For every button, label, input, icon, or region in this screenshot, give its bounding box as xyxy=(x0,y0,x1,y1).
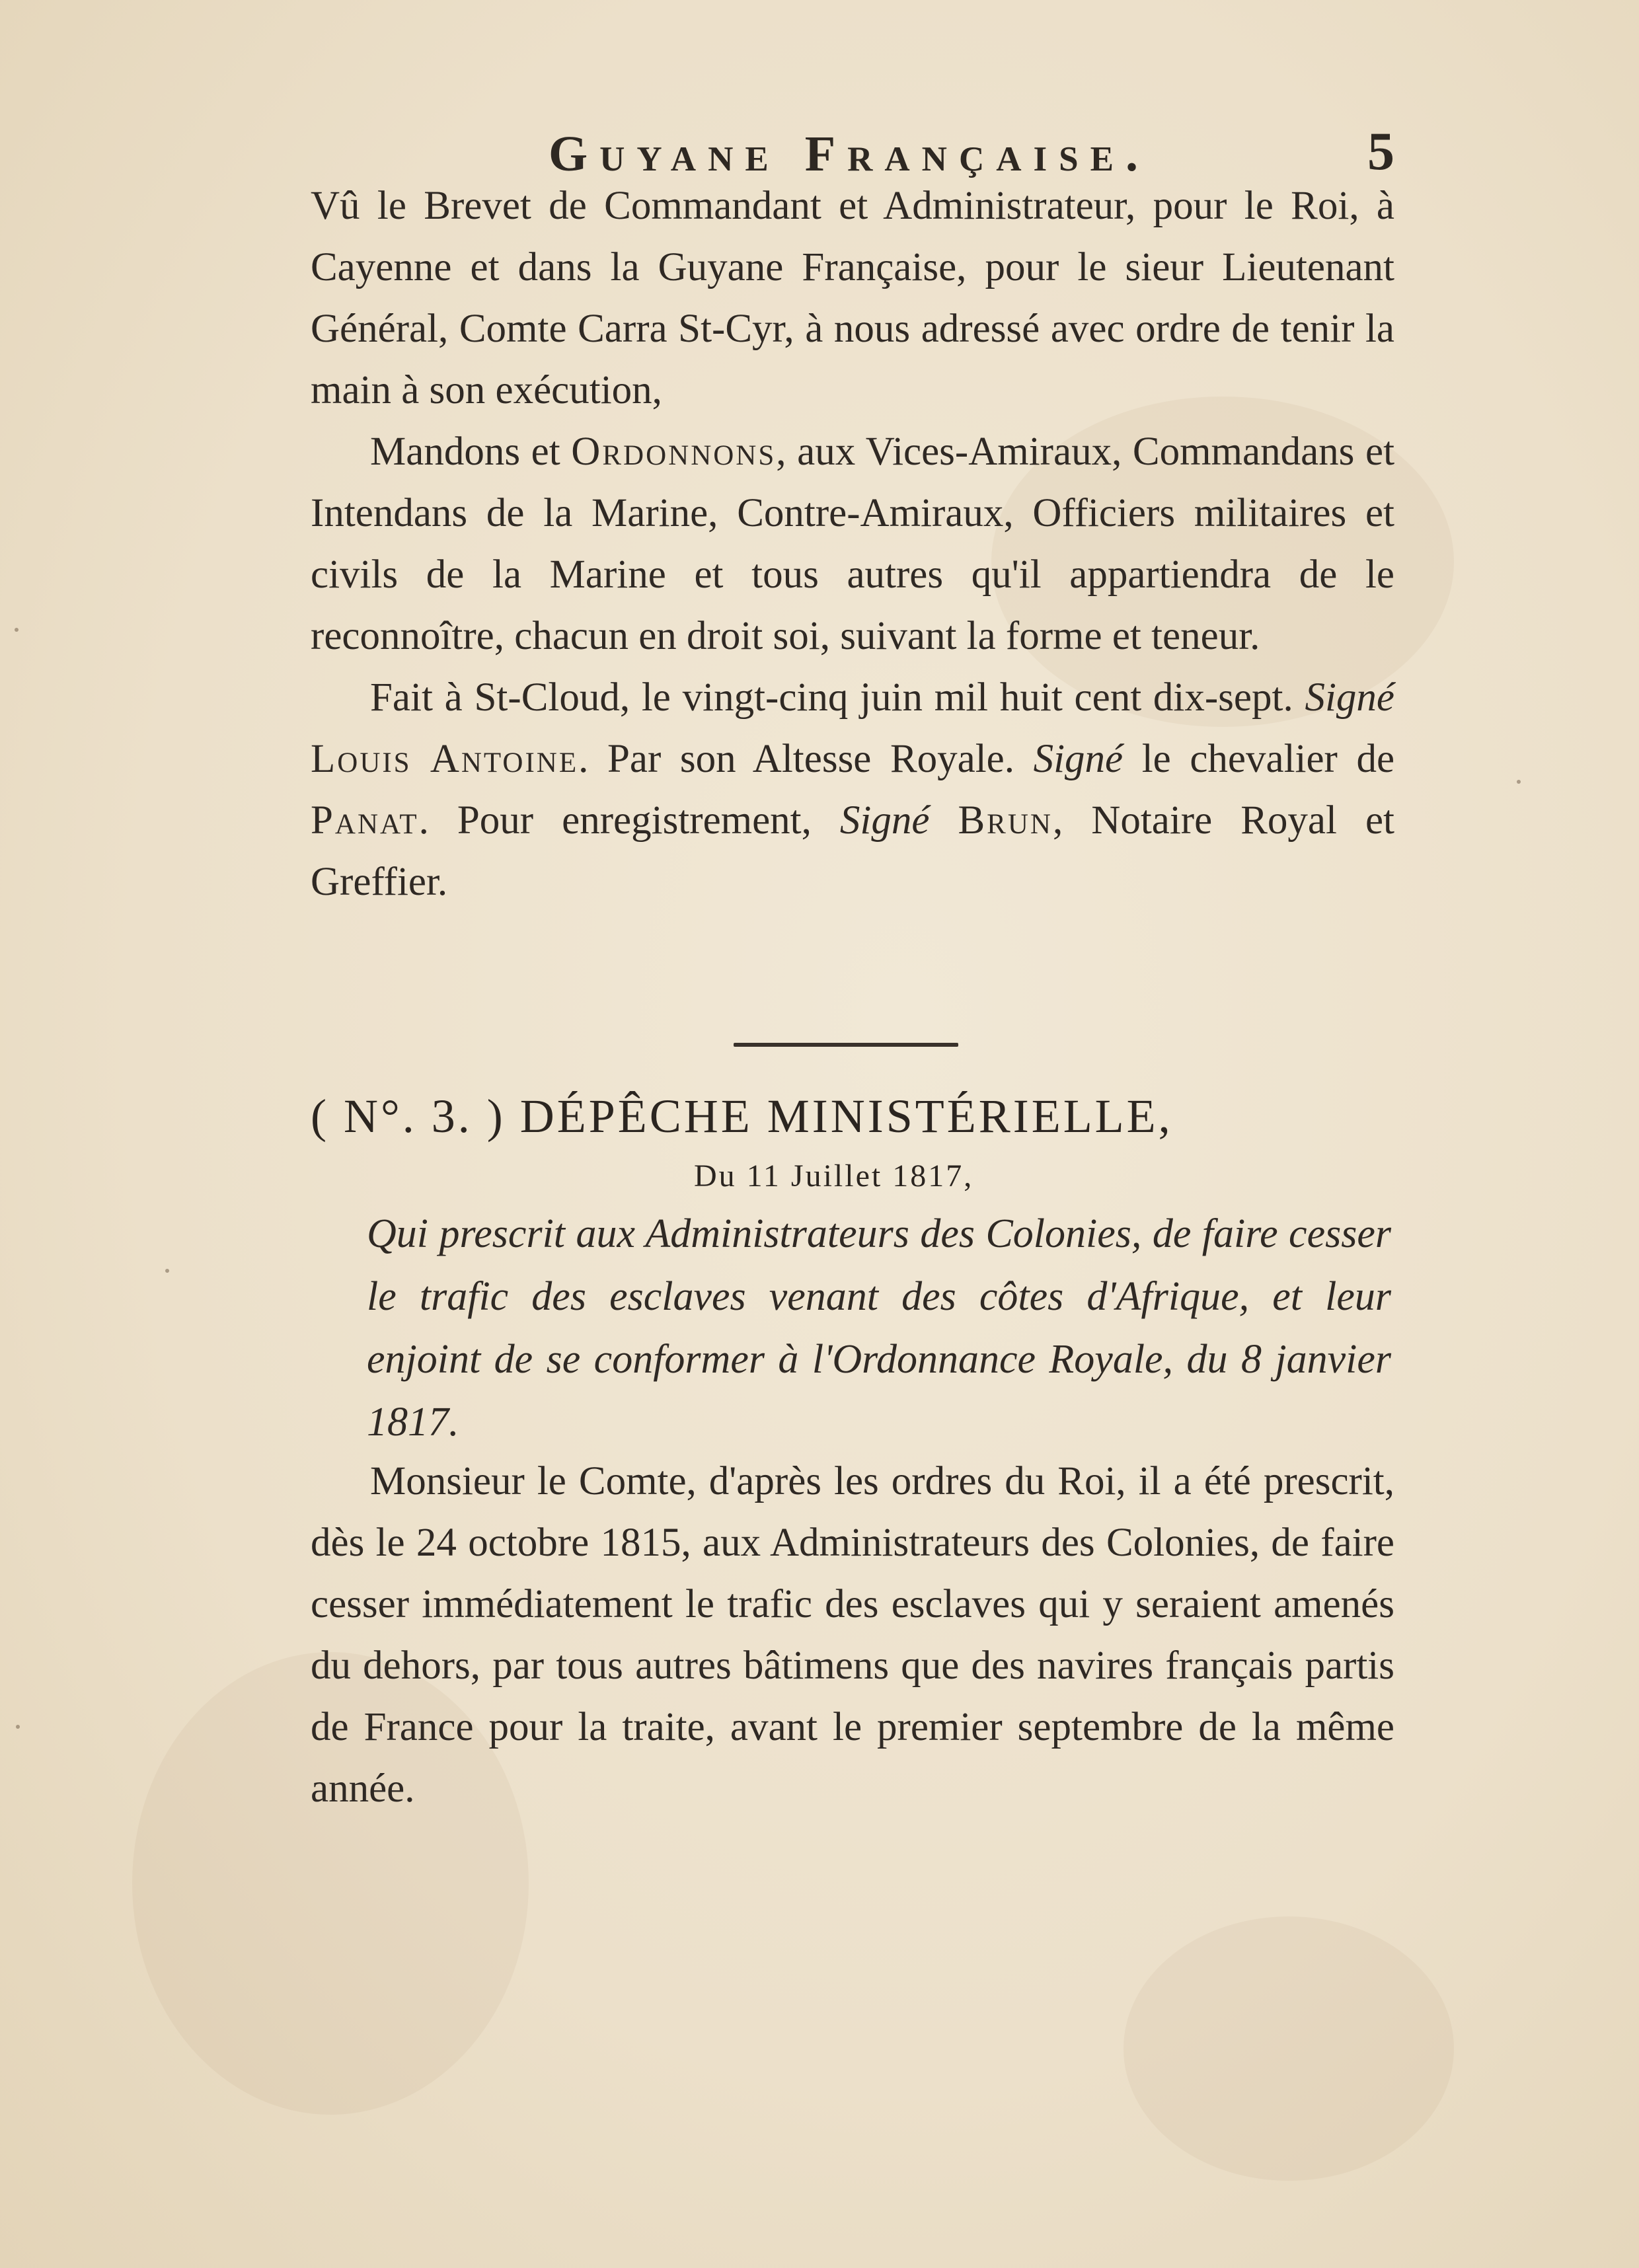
paragraph-mandons xyxy=(311,421,1394,667)
running-title: Guyane Française. xyxy=(549,126,1150,182)
mandons-lead: Mandons et xyxy=(370,430,560,474)
paper-speck xyxy=(16,1725,20,1729)
signe-2: Signé xyxy=(1033,737,1124,781)
paper-speck xyxy=(165,1269,169,1273)
paragraph-fait xyxy=(311,667,1394,913)
signatory-brun: Brun xyxy=(958,798,1053,843)
fait-date: Fait à St-Cloud, le vingt-cinq juin mil huit cent dix-sept. xyxy=(370,675,1293,720)
par-son-altesse: . Par son Altesse Royale. xyxy=(578,737,1015,781)
document-date: Du 11 Juillet 1817, xyxy=(694,1158,974,1193)
paper-speck xyxy=(15,628,19,632)
paper-stain xyxy=(1124,1916,1454,2181)
section-divider xyxy=(734,1043,958,1047)
document-summary: Qui prescrit aux Administrateurs des Colonies, de faire cesser le trafic des esclaves venant des côtes d'Afrique, et leur enjoint de se conformer à l'Ordonnance Royale, du 8 janvier 1817. xyxy=(367,1211,1391,1445)
signe-3: Signé xyxy=(839,798,930,843)
chevalier-text: le chevalier de xyxy=(1141,737,1395,781)
ordonnons-word: Ordonnons xyxy=(571,430,777,474)
document-heading: ( N°. 3. ) DÉPÊCHE MINISTÉRIELLE, xyxy=(311,1090,1173,1143)
signatory-panat: Panat xyxy=(311,798,419,843)
paragraph-monsieur: Monsieur le Comte, d'après les ordres du Roi, il a été prescrit, dès le 24 octobre 1815, aux Administrateurs des Colonies, de faire cesser immédiatement le trafic des esclaves qui y seraient amenés du dehors, par tous autres bâtimens que des navires français partis de France pour la traite, avant le premier septembre de la même année. xyxy=(311,1459,1394,1811)
page-number: 5 xyxy=(1367,121,1394,181)
signe-1: Signé xyxy=(1305,675,1394,720)
ordonnance-text xyxy=(311,175,1394,913)
depeche-text xyxy=(311,1451,1394,1819)
enregistrement-text: . Pour enregistrement, xyxy=(418,798,812,843)
notaire-text: , Notaire Royal et Greffier. xyxy=(311,798,1394,904)
signatory-louis-antoine: Louis Antoine xyxy=(311,737,579,781)
paper-speck xyxy=(1517,780,1521,784)
mandons-rest: , aux Vices-Amiraux, Commandans et Intendans de la Marine, Contre-Amiraux, Officiers militaires et civils de la Marine et tous autres qu'il appartiendra de le reconnoître, chacun en droit soi, suivant la forme et teneur. xyxy=(311,430,1395,658)
paragraph-vu: Vû le Brevet de Commandant et Administrateur, pour le Roi, à Cayenne et dans la Guyane Française, pour le sieur Lieutenant Général, Comte Carra St-Cyr, à nous adressé avec ordre de tenir la main à son exécution, xyxy=(311,184,1394,412)
